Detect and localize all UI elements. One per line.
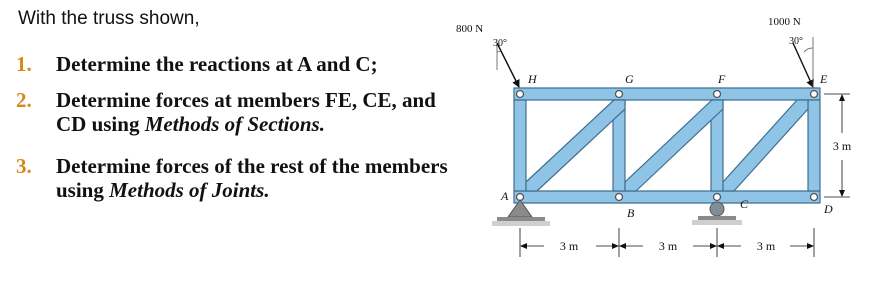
- pin-F: [714, 91, 721, 98]
- pin-B: [616, 194, 623, 201]
- load-800N-label: 800 N: [456, 23, 484, 35]
- pin-C: [714, 194, 721, 201]
- truss-members: [514, 88, 820, 203]
- label-G: G: [625, 72, 634, 86]
- task-emphasis-2: Methods of Sections.: [144, 112, 325, 136]
- label-F: F: [718, 72, 726, 86]
- pin-D: [811, 194, 818, 201]
- support-roller-C: [692, 202, 742, 225]
- intro-text: With the truss shown,: [18, 8, 200, 29]
- member-bottom-chord: [514, 191, 820, 203]
- pin-G: [616, 91, 623, 98]
- task-text-2: Determine forces at members FE, CE, and CD using: [56, 88, 436, 136]
- label-C: C: [740, 197, 749, 211]
- pin-E: [811, 91, 818, 98]
- pin-H: [517, 91, 524, 98]
- member-DE: [808, 100, 820, 191]
- member-AH: [514, 100, 526, 191]
- label-D: D: [824, 202, 833, 216]
- load-800N-angle: 30°: [493, 38, 507, 49]
- load-800N: [456, 23, 519, 87]
- support-pin-A: [492, 200, 550, 226]
- load-1000N-label: 1000 N: [768, 16, 801, 28]
- label-B: B: [627, 206, 635, 220]
- member-BF: [625, 100, 723, 191]
- member-top-chord: [514, 88, 820, 100]
- member-CE: [723, 100, 808, 191]
- task-text-1: Determine the reactions at A and C;: [56, 52, 378, 76]
- label-A: A: [501, 189, 509, 203]
- label-E: E: [820, 72, 828, 86]
- dimension-span-1: 3 m: [559, 239, 579, 253]
- task-text-3: Determine forces of the rest of the members using: [56, 154, 448, 202]
- label-H: H: [528, 72, 537, 86]
- member-AG: [526, 100, 625, 191]
- task-number-2: 2.: [16, 88, 32, 112]
- task-emphasis-3: Methods of Joints.: [109, 178, 270, 202]
- dimension-height: 3 m: [832, 139, 852, 153]
- load-1000N: [768, 16, 813, 87]
- task-number-1: 1.: [16, 52, 32, 76]
- dimension-span-3: 3 m: [756, 239, 776, 253]
- dimension-span-2: 3 m: [658, 239, 678, 253]
- load-1000N-angle: 30°: [789, 36, 803, 47]
- task-number-3: 3.: [16, 154, 32, 178]
